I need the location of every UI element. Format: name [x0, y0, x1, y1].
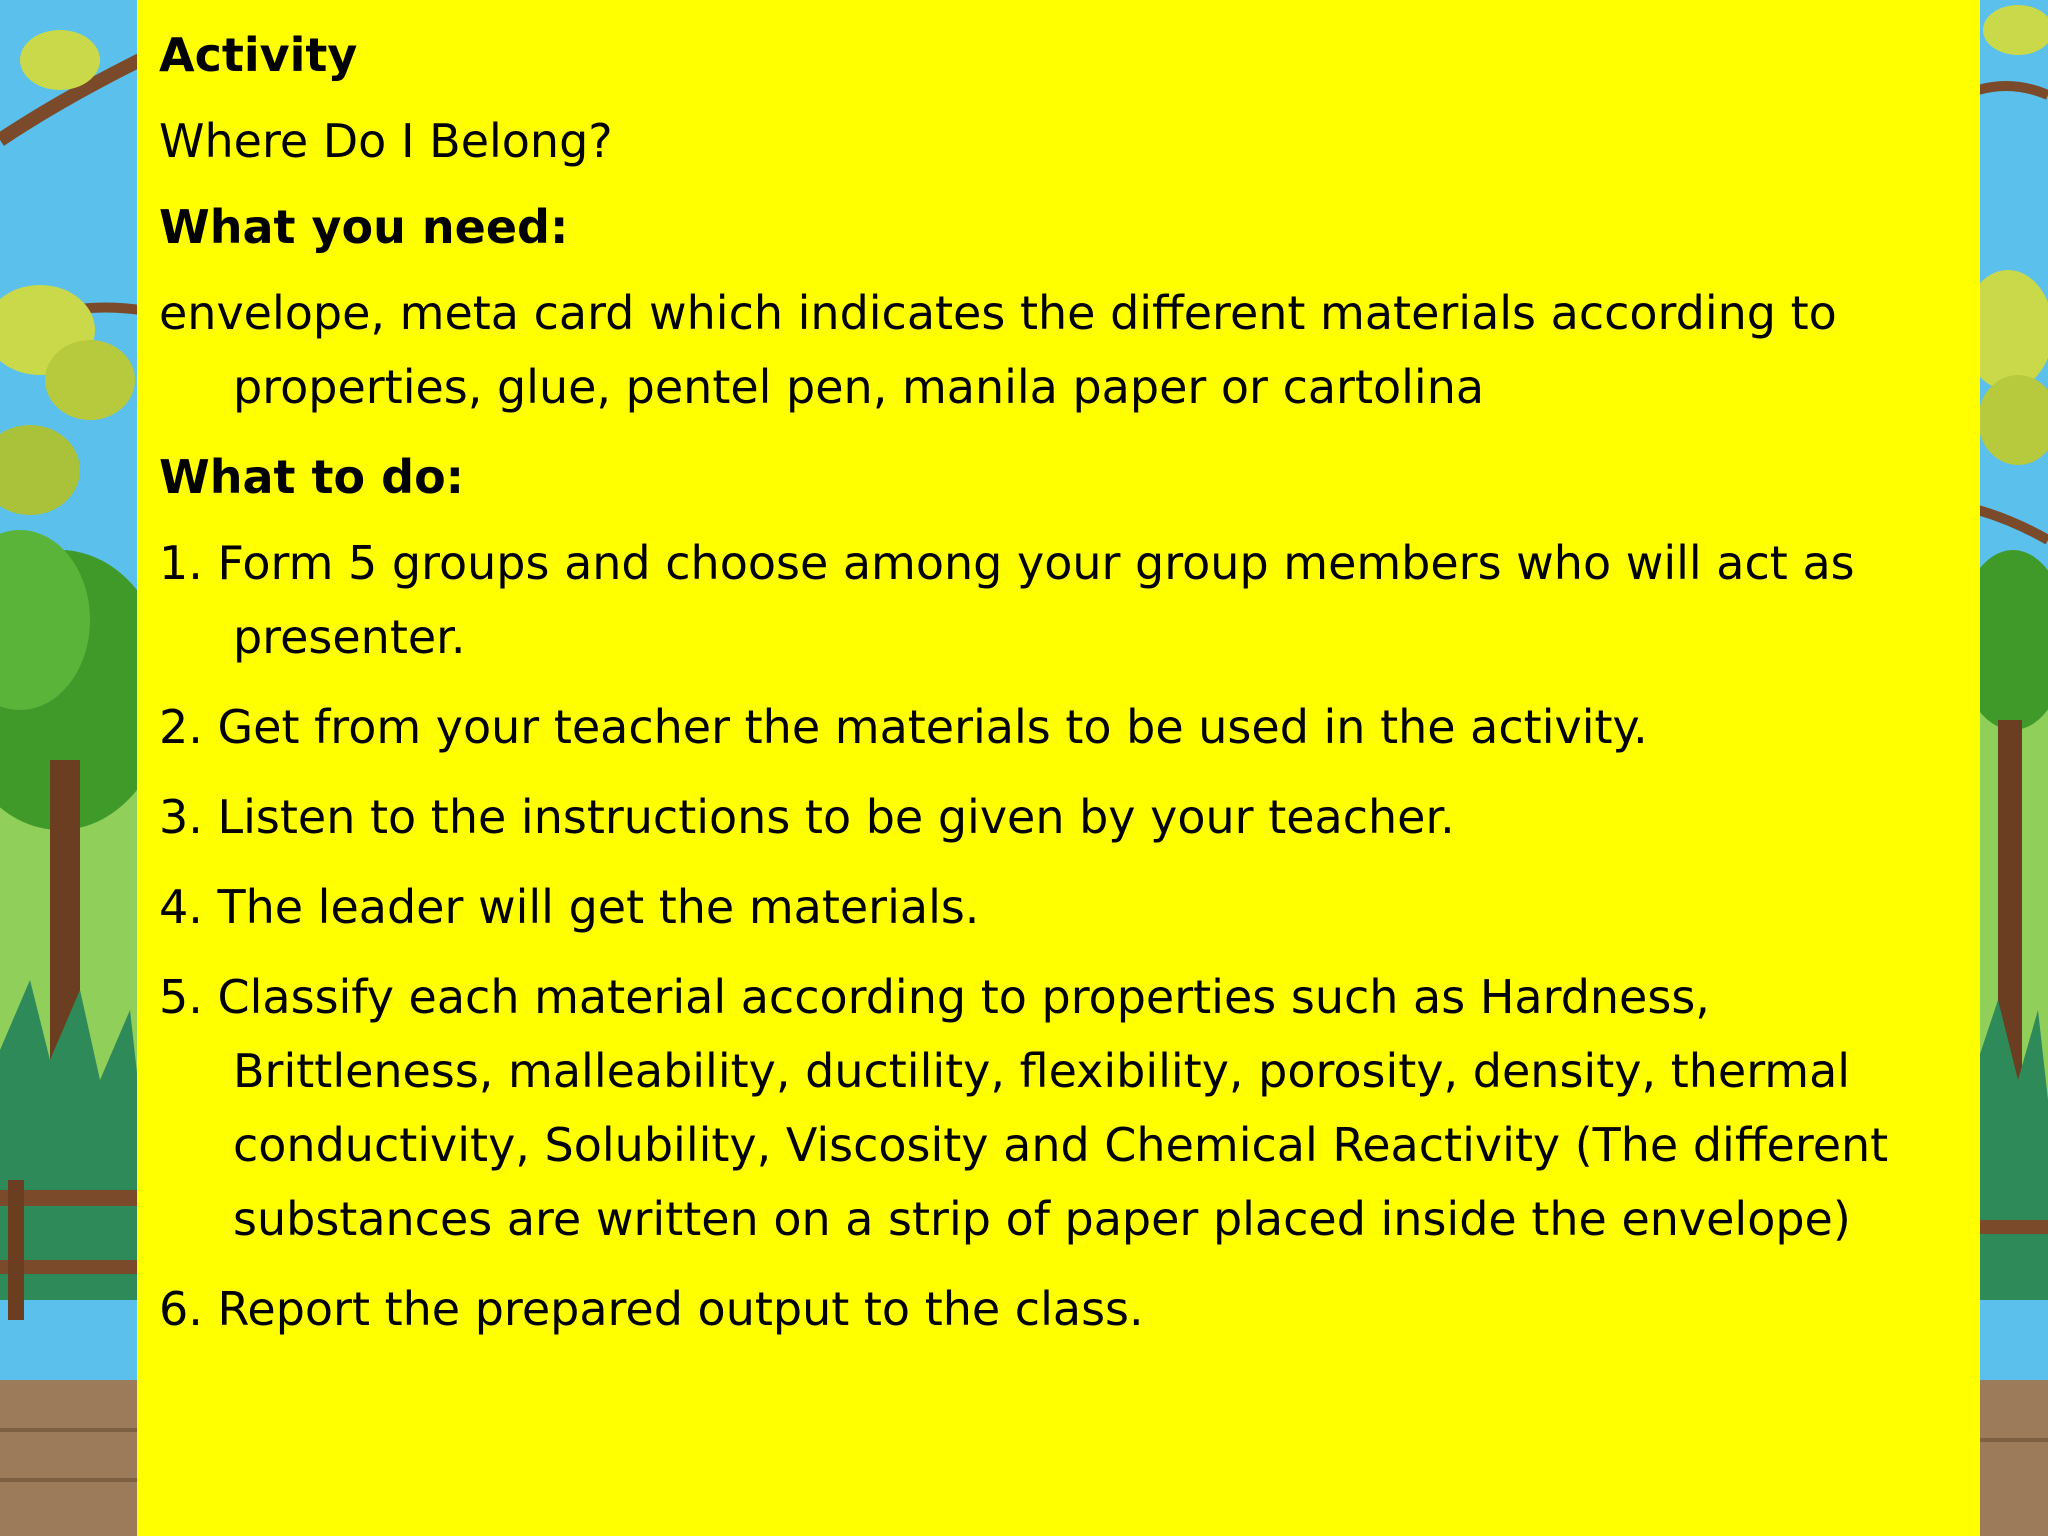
materials-heading: What you need: [159, 200, 569, 254]
activity-title: Where Do I Belong? [159, 114, 613, 168]
instructions-heading: What to do: [159, 450, 465, 504]
slide-panel [137, 0, 1980, 1536]
step-item: 1. Form 5 groups and choose among your group members who will act as presenter. [159, 536, 1855, 664]
forest-trees-illustration-icon [1978, 0, 2048, 1536]
step-item: 2. Get from your teacher the materials to be used in the activity. [159, 700, 1648, 754]
step-item: 4. The leader will get the materials. [159, 880, 980, 934]
background-forest-left [0, 0, 140, 1536]
background-forest-right [1978, 0, 2048, 1536]
slide-heading: Activity [159, 28, 358, 82]
step-item: 5. Classify each material according to properties such as Hardness, Brittleness, malleability, ductility, flexibility, porosity, density, thermal conductivity, Solubility, Viscosity and Chemical Reactivity (The different substances are written on a strip of paper placed inside the envelope) [159, 970, 1889, 1246]
step-item: 3. Listen to the instructions to be given by your teacher. [159, 790, 1455, 844]
materials-list: envelope, meta card which indicates the different materials according to properties, glue, pentel pen, manila paper or cartolina [159, 286, 1837, 414]
step-item: 6. Report the prepared output to the class. [159, 1282, 1144, 1336]
forest-trees-illustration-icon [0, 0, 140, 1536]
slide-content [159, 18, 1959, 1362]
